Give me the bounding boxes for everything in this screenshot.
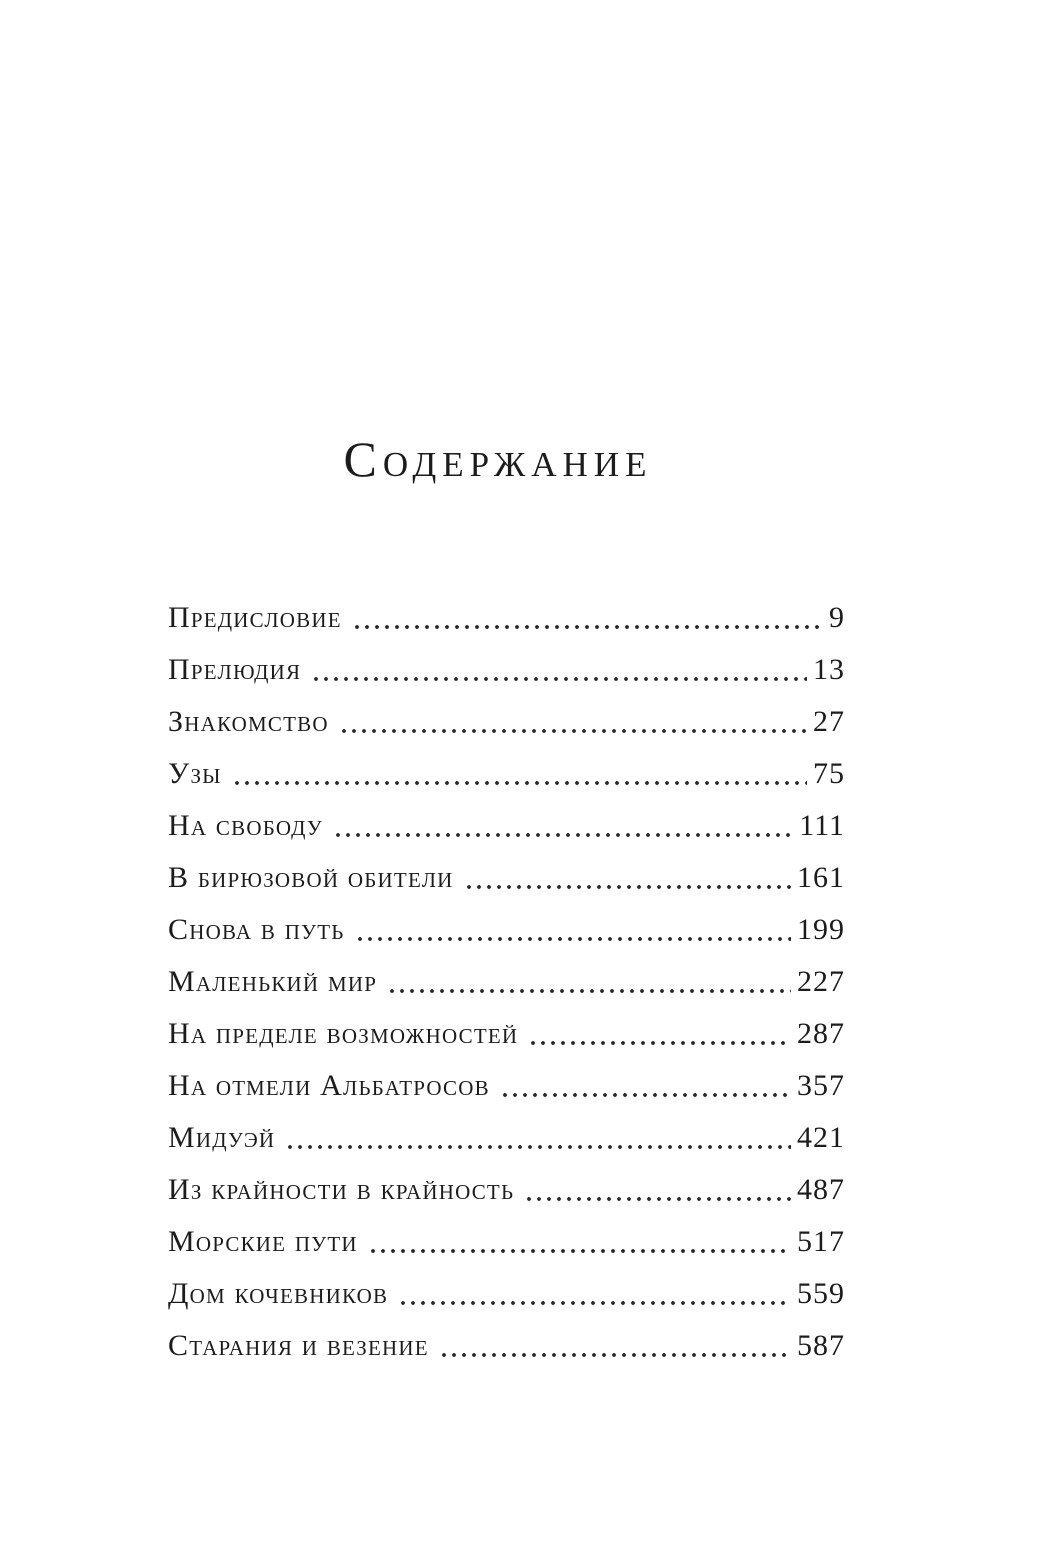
toc-entry-title: Маленький мир bbox=[168, 965, 378, 998]
toc-entry-title: Прелюдия bbox=[168, 653, 302, 686]
toc-entry-title: Знакомство bbox=[168, 705, 329, 738]
toc-entry bbox=[168, 1123, 845, 1153]
toc-entry-page-number: 199 bbox=[797, 913, 845, 946]
toc-leader-dots bbox=[398, 1301, 791, 1305]
toc-leader-dots bbox=[464, 885, 792, 889]
toc-leader-dots bbox=[500, 1093, 791, 1097]
toc-entry-page-number: 517 bbox=[797, 1225, 845, 1258]
toc-entry-title: На пределе возможностей bbox=[168, 1017, 519, 1050]
toc-entry-page-number: 421 bbox=[797, 1121, 845, 1154]
toc-entry-page-number: 587 bbox=[797, 1329, 845, 1362]
toc-leader-dots bbox=[311, 677, 807, 681]
toc-entry-title: Снова в путь bbox=[168, 913, 345, 946]
toc-entry-title: Из крайности в крайность bbox=[168, 1173, 515, 1206]
toc-entry bbox=[168, 1175, 845, 1205]
toc-entry bbox=[168, 967, 845, 997]
toc-entry-page-number: 13 bbox=[813, 653, 845, 686]
toc-entry bbox=[168, 1227, 845, 1257]
toc-entry bbox=[168, 759, 845, 789]
toc-entry-page-number: 287 bbox=[797, 1017, 845, 1050]
toc-entry bbox=[168, 655, 845, 685]
toc-entry-page-number: 559 bbox=[797, 1277, 845, 1310]
toc-entry-title: В бирюзовой обители bbox=[168, 861, 454, 894]
toc-entry bbox=[168, 1019, 845, 1049]
toc-entry bbox=[168, 603, 845, 633]
toc-entry bbox=[168, 1279, 845, 1309]
toc-entry-title: На отмели Альбатросов bbox=[168, 1069, 490, 1102]
toc-leader-dots bbox=[232, 781, 807, 785]
toc-leader-dots bbox=[524, 1197, 791, 1201]
toc-leader-dots bbox=[528, 1041, 791, 1045]
toc-entry-page-number: 161 bbox=[797, 861, 845, 894]
toc-entry-page-number: 357 bbox=[797, 1069, 845, 1102]
toc-entry bbox=[168, 1331, 845, 1361]
table-of-contents bbox=[168, 603, 845, 1383]
toc-entry-page-number: 75 bbox=[813, 757, 845, 790]
toc-entry bbox=[168, 1071, 845, 1101]
toc-entry-page-number: 487 bbox=[797, 1173, 845, 1206]
toc-entry-page-number: 111 bbox=[799, 809, 845, 842]
page-title: Содержание bbox=[343, 430, 653, 487]
toc-leader-dots bbox=[333, 833, 793, 837]
toc-entry-title: Старания и везение bbox=[168, 1329, 429, 1362]
toc-entry-page-number: 227 bbox=[797, 965, 845, 998]
toc-leader-dots bbox=[285, 1145, 791, 1149]
toc-entry-page-number: 9 bbox=[829, 601, 845, 634]
toc-entry bbox=[168, 707, 845, 737]
toc-entry-title: Узы bbox=[168, 757, 222, 790]
toc-entry bbox=[168, 863, 845, 893]
toc-entry bbox=[168, 811, 845, 841]
toc-entry-title: На свободу bbox=[168, 809, 323, 842]
toc-entry-page-number: 27 bbox=[813, 705, 845, 738]
toc-entry-title: Предисловие bbox=[168, 601, 342, 634]
toc-entry-title: Мидуэй bbox=[168, 1121, 276, 1154]
toc-leader-dots bbox=[355, 937, 791, 941]
toc-entry-title: Морские пути bbox=[168, 1225, 358, 1258]
toc-entry bbox=[168, 915, 845, 945]
toc-leader-dots bbox=[387, 989, 791, 993]
toc-leader-dots bbox=[339, 729, 807, 733]
toc-leader-dots bbox=[368, 1249, 791, 1253]
toc-leader-dots bbox=[439, 1353, 791, 1357]
toc-leader-dots bbox=[352, 625, 823, 629]
toc-entry-title: Дом кочевников bbox=[168, 1277, 389, 1310]
